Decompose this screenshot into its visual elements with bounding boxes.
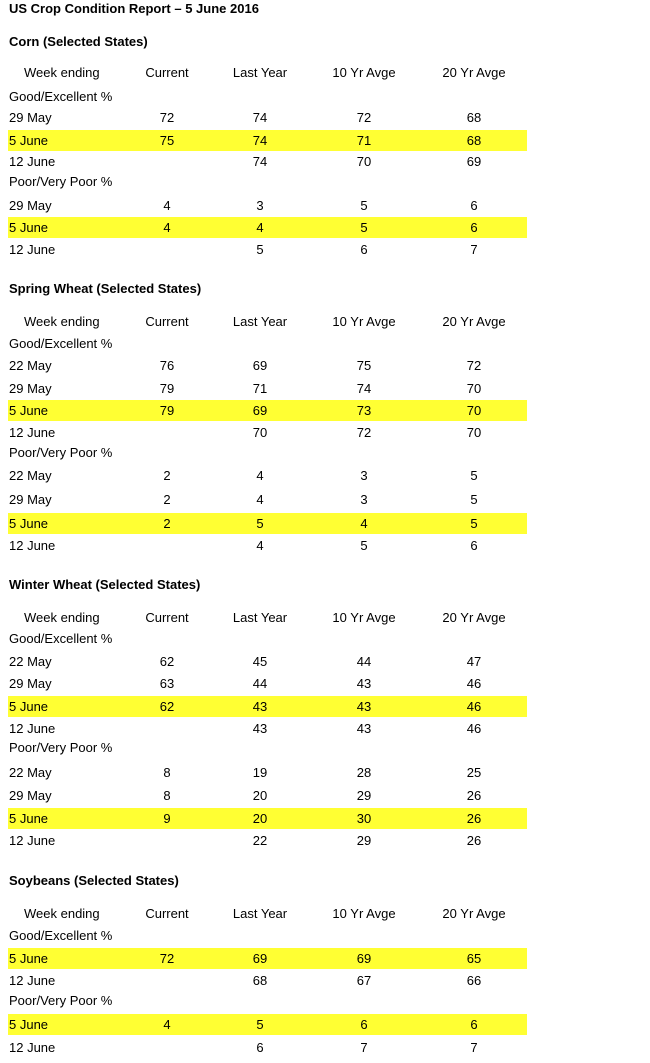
cell-last-year: 45 (252, 654, 268, 669)
cell-week: 29 May (9, 110, 52, 125)
table-row (8, 762, 527, 783)
cell-20yr: 26 (466, 833, 482, 848)
group-label: Good/Excellent % (9, 631, 113, 646)
header-10yr: 10 Yr Avge (332, 610, 396, 625)
cell-20yr: 68 (466, 133, 482, 148)
cell-last-year: 6 (256, 1040, 264, 1055)
header-20yr: 20 Yr Avge (442, 65, 506, 80)
cell-last-year: 5 (256, 516, 264, 531)
cell-week: 12 June (9, 833, 56, 848)
cell-week: 5 June (9, 951, 49, 966)
group-label: Poor/Very Poor % (9, 740, 113, 755)
cell-10yr: 5 (360, 220, 368, 235)
header-20yr: 20 Yr Avge (442, 906, 506, 921)
cell-10yr: 67 (356, 973, 372, 988)
table-row-highlighted (8, 130, 527, 151)
cell-last-year: 20 (252, 811, 268, 826)
group-label: Poor/Very Poor % (9, 993, 113, 1008)
cell-current: 63 (159, 676, 175, 691)
cell-10yr: 29 (356, 833, 372, 848)
table-row-highlighted (8, 948, 527, 969)
header-20yr: 20 Yr Avge (442, 610, 506, 625)
cell-10yr: 28 (356, 765, 372, 780)
table-row-highlighted (8, 217, 527, 238)
cell-20yr: 5 (470, 468, 478, 483)
cell-current: 8 (163, 788, 171, 803)
cell-week: 12 June (9, 973, 56, 988)
cell-10yr: 3 (360, 492, 368, 507)
cell-current: 8 (163, 765, 171, 780)
cell-20yr: 46 (466, 721, 482, 736)
cell-last-year: 4 (256, 468, 264, 483)
page-title: US Crop Condition Report – 5 June 2016 (9, 1, 259, 16)
header-last-year: Last Year (232, 314, 288, 329)
cell-20yr: 70 (466, 381, 482, 396)
table-header (8, 311, 527, 332)
cell-10yr: 70 (356, 154, 372, 169)
cell-week: 5 June (9, 699, 49, 714)
cell-20yr: 65 (466, 951, 482, 966)
table-row (8, 195, 527, 216)
cell-week: 5 June (9, 1017, 49, 1032)
cell-20yr: 70 (466, 403, 482, 418)
cell-last-year: 22 (252, 833, 268, 848)
cell-current: 72 (159, 951, 175, 966)
cell-10yr: 7 (360, 1040, 368, 1055)
cell-10yr: 71 (356, 133, 372, 148)
cell-current: 75 (159, 133, 175, 148)
header-current: Current (145, 610, 189, 625)
group-label: Poor/Very Poor % (9, 174, 113, 189)
table-row (8, 785, 527, 806)
cell-20yr: 5 (470, 516, 478, 531)
cell-10yr: 44 (356, 654, 372, 669)
cell-20yr: 66 (466, 973, 482, 988)
cell-week: 22 May (9, 358, 52, 373)
header-current: Current (145, 906, 189, 921)
table-row (8, 535, 527, 556)
cell-20yr: 6 (470, 538, 478, 553)
cell-week: 12 June (9, 242, 56, 257)
cell-10yr: 29 (356, 788, 372, 803)
cell-current: 79 (159, 403, 175, 418)
table-row (8, 465, 527, 486)
cell-10yr: 72 (356, 425, 372, 440)
cell-last-year: 4 (256, 492, 264, 507)
table-row-highlighted (8, 400, 527, 421)
table-row (8, 355, 527, 376)
cell-last-year: 43 (252, 699, 268, 714)
header-last-year: Last Year (232, 65, 288, 80)
table-row (8, 1037, 527, 1058)
table-header (8, 62, 527, 83)
cell-current: 76 (159, 358, 175, 373)
cell-week: 5 June (9, 403, 49, 418)
cell-week: 29 May (9, 788, 52, 803)
table-row (8, 151, 527, 172)
cell-week: 29 May (9, 492, 52, 507)
cell-week: 12 June (9, 154, 56, 169)
cell-week: 5 June (9, 220, 49, 235)
cell-current: 62 (159, 699, 175, 714)
cell-last-year: 3 (256, 198, 264, 213)
cell-10yr: 72 (356, 110, 372, 125)
cell-week: 5 June (9, 811, 49, 826)
header-week: Week ending (24, 610, 100, 625)
group-label: Poor/Very Poor % (9, 445, 113, 460)
cell-20yr: 6 (470, 1017, 478, 1032)
group-label: Good/Excellent % (9, 928, 113, 943)
table-row-highlighted (8, 808, 527, 829)
cell-10yr: 73 (356, 403, 372, 418)
cell-20yr: 25 (466, 765, 482, 780)
header-20yr: 20 Yr Avge (442, 314, 506, 329)
group-label: Good/Excellent % (9, 89, 113, 104)
cell-20yr: 46 (466, 676, 482, 691)
section-title: Corn (Selected States) (9, 34, 148, 49)
cell-10yr: 30 (356, 811, 372, 826)
cell-10yr: 43 (356, 721, 372, 736)
header-10yr: 10 Yr Avge (332, 65, 396, 80)
header-week: Week ending (24, 906, 100, 921)
cell-week: 22 May (9, 468, 52, 483)
table-row-highlighted (8, 513, 527, 534)
cell-20yr: 72 (466, 358, 482, 373)
table-header (8, 903, 527, 924)
cell-20yr: 7 (470, 1040, 478, 1055)
cell-last-year: 74 (252, 154, 268, 169)
cell-last-year: 44 (252, 676, 268, 691)
section-title: Winter Wheat (Selected States) (9, 577, 201, 592)
cell-20yr: 26 (466, 788, 482, 803)
cell-20yr: 26 (466, 811, 482, 826)
cell-last-year: 5 (256, 1017, 264, 1032)
table-row (8, 378, 527, 399)
cell-week: 22 May (9, 765, 52, 780)
cell-20yr: 47 (466, 654, 482, 669)
cell-20yr: 68 (466, 110, 482, 125)
cell-week: 22 May (9, 654, 52, 669)
cell-20yr: 6 (470, 220, 478, 235)
table-row-highlighted (8, 696, 527, 717)
table-row (8, 718, 527, 739)
cell-20yr: 69 (466, 154, 482, 169)
header-10yr: 10 Yr Avge (332, 314, 396, 329)
cell-last-year: 4 (256, 538, 264, 553)
header-current: Current (145, 65, 189, 80)
cell-10yr: 3 (360, 468, 368, 483)
header-week: Week ending (24, 65, 100, 80)
table-row-highlighted (8, 1014, 527, 1035)
cell-10yr: 5 (360, 198, 368, 213)
cell-last-year: 69 (252, 951, 268, 966)
cell-current: 4 (163, 220, 171, 235)
cell-week: 12 June (9, 1040, 56, 1055)
cell-last-year: 71 (252, 381, 268, 396)
header-last-year: Last Year (232, 610, 288, 625)
table-row (8, 107, 527, 128)
cell-20yr: 70 (466, 425, 482, 440)
cell-10yr: 69 (356, 951, 372, 966)
cell-week: 29 May (9, 676, 52, 691)
cell-last-year: 74 (252, 110, 268, 125)
cell-last-year: 70 (252, 425, 268, 440)
cell-current: 62 (159, 654, 175, 669)
cell-week: 12 June (9, 425, 56, 440)
table-row (8, 673, 527, 694)
cell-week: 5 June (9, 516, 49, 531)
cell-10yr: 75 (356, 358, 372, 373)
table-row (8, 239, 527, 260)
cell-week: 12 June (9, 721, 56, 736)
cell-10yr: 43 (356, 699, 372, 714)
cell-current: 72 (159, 110, 175, 125)
table-row (8, 970, 527, 991)
cell-10yr: 5 (360, 538, 368, 553)
cell-20yr: 46 (466, 699, 482, 714)
section-title: Spring Wheat (Selected States) (9, 281, 202, 296)
cell-20yr: 5 (470, 492, 478, 507)
cell-week: 29 May (9, 381, 52, 396)
cell-10yr: 4 (360, 516, 368, 531)
cell-week: 12 June (9, 538, 56, 553)
cell-current: 2 (163, 516, 171, 531)
cell-last-year: 19 (252, 765, 268, 780)
table-row (8, 422, 527, 443)
header-week: Week ending (24, 314, 100, 329)
cell-current: 2 (163, 468, 171, 483)
section-title: Soybeans (Selected States) (9, 873, 179, 888)
header-last-year: Last Year (232, 906, 288, 921)
cell-current: 4 (163, 1017, 171, 1032)
cell-current: 9 (163, 811, 171, 826)
cell-last-year: 74 (252, 133, 268, 148)
cell-20yr: 7 (470, 242, 478, 257)
cell-last-year: 69 (252, 403, 268, 418)
cell-week: 29 May (9, 198, 52, 213)
table-header (8, 607, 527, 628)
cell-10yr: 74 (356, 381, 372, 396)
cell-last-year: 68 (252, 973, 268, 988)
cell-current: 79 (159, 381, 175, 396)
cell-current: 2 (163, 492, 171, 507)
cell-last-year: 69 (252, 358, 268, 373)
table-row (8, 651, 527, 672)
cell-10yr: 6 (360, 1017, 368, 1032)
cell-10yr: 43 (356, 676, 372, 691)
cell-current: 4 (163, 198, 171, 213)
header-10yr: 10 Yr Avge (332, 906, 396, 921)
table-row (8, 830, 527, 851)
cell-20yr: 6 (470, 198, 478, 213)
group-label: Good/Excellent % (9, 336, 113, 351)
header-current: Current (145, 314, 189, 329)
cell-10yr: 6 (360, 242, 368, 257)
cell-last-year: 43 (252, 721, 268, 736)
cell-last-year: 20 (252, 788, 268, 803)
table-row (8, 489, 527, 510)
cell-last-year: 5 (256, 242, 264, 257)
cell-last-year: 4 (256, 220, 264, 235)
cell-week: 5 June (9, 133, 49, 148)
